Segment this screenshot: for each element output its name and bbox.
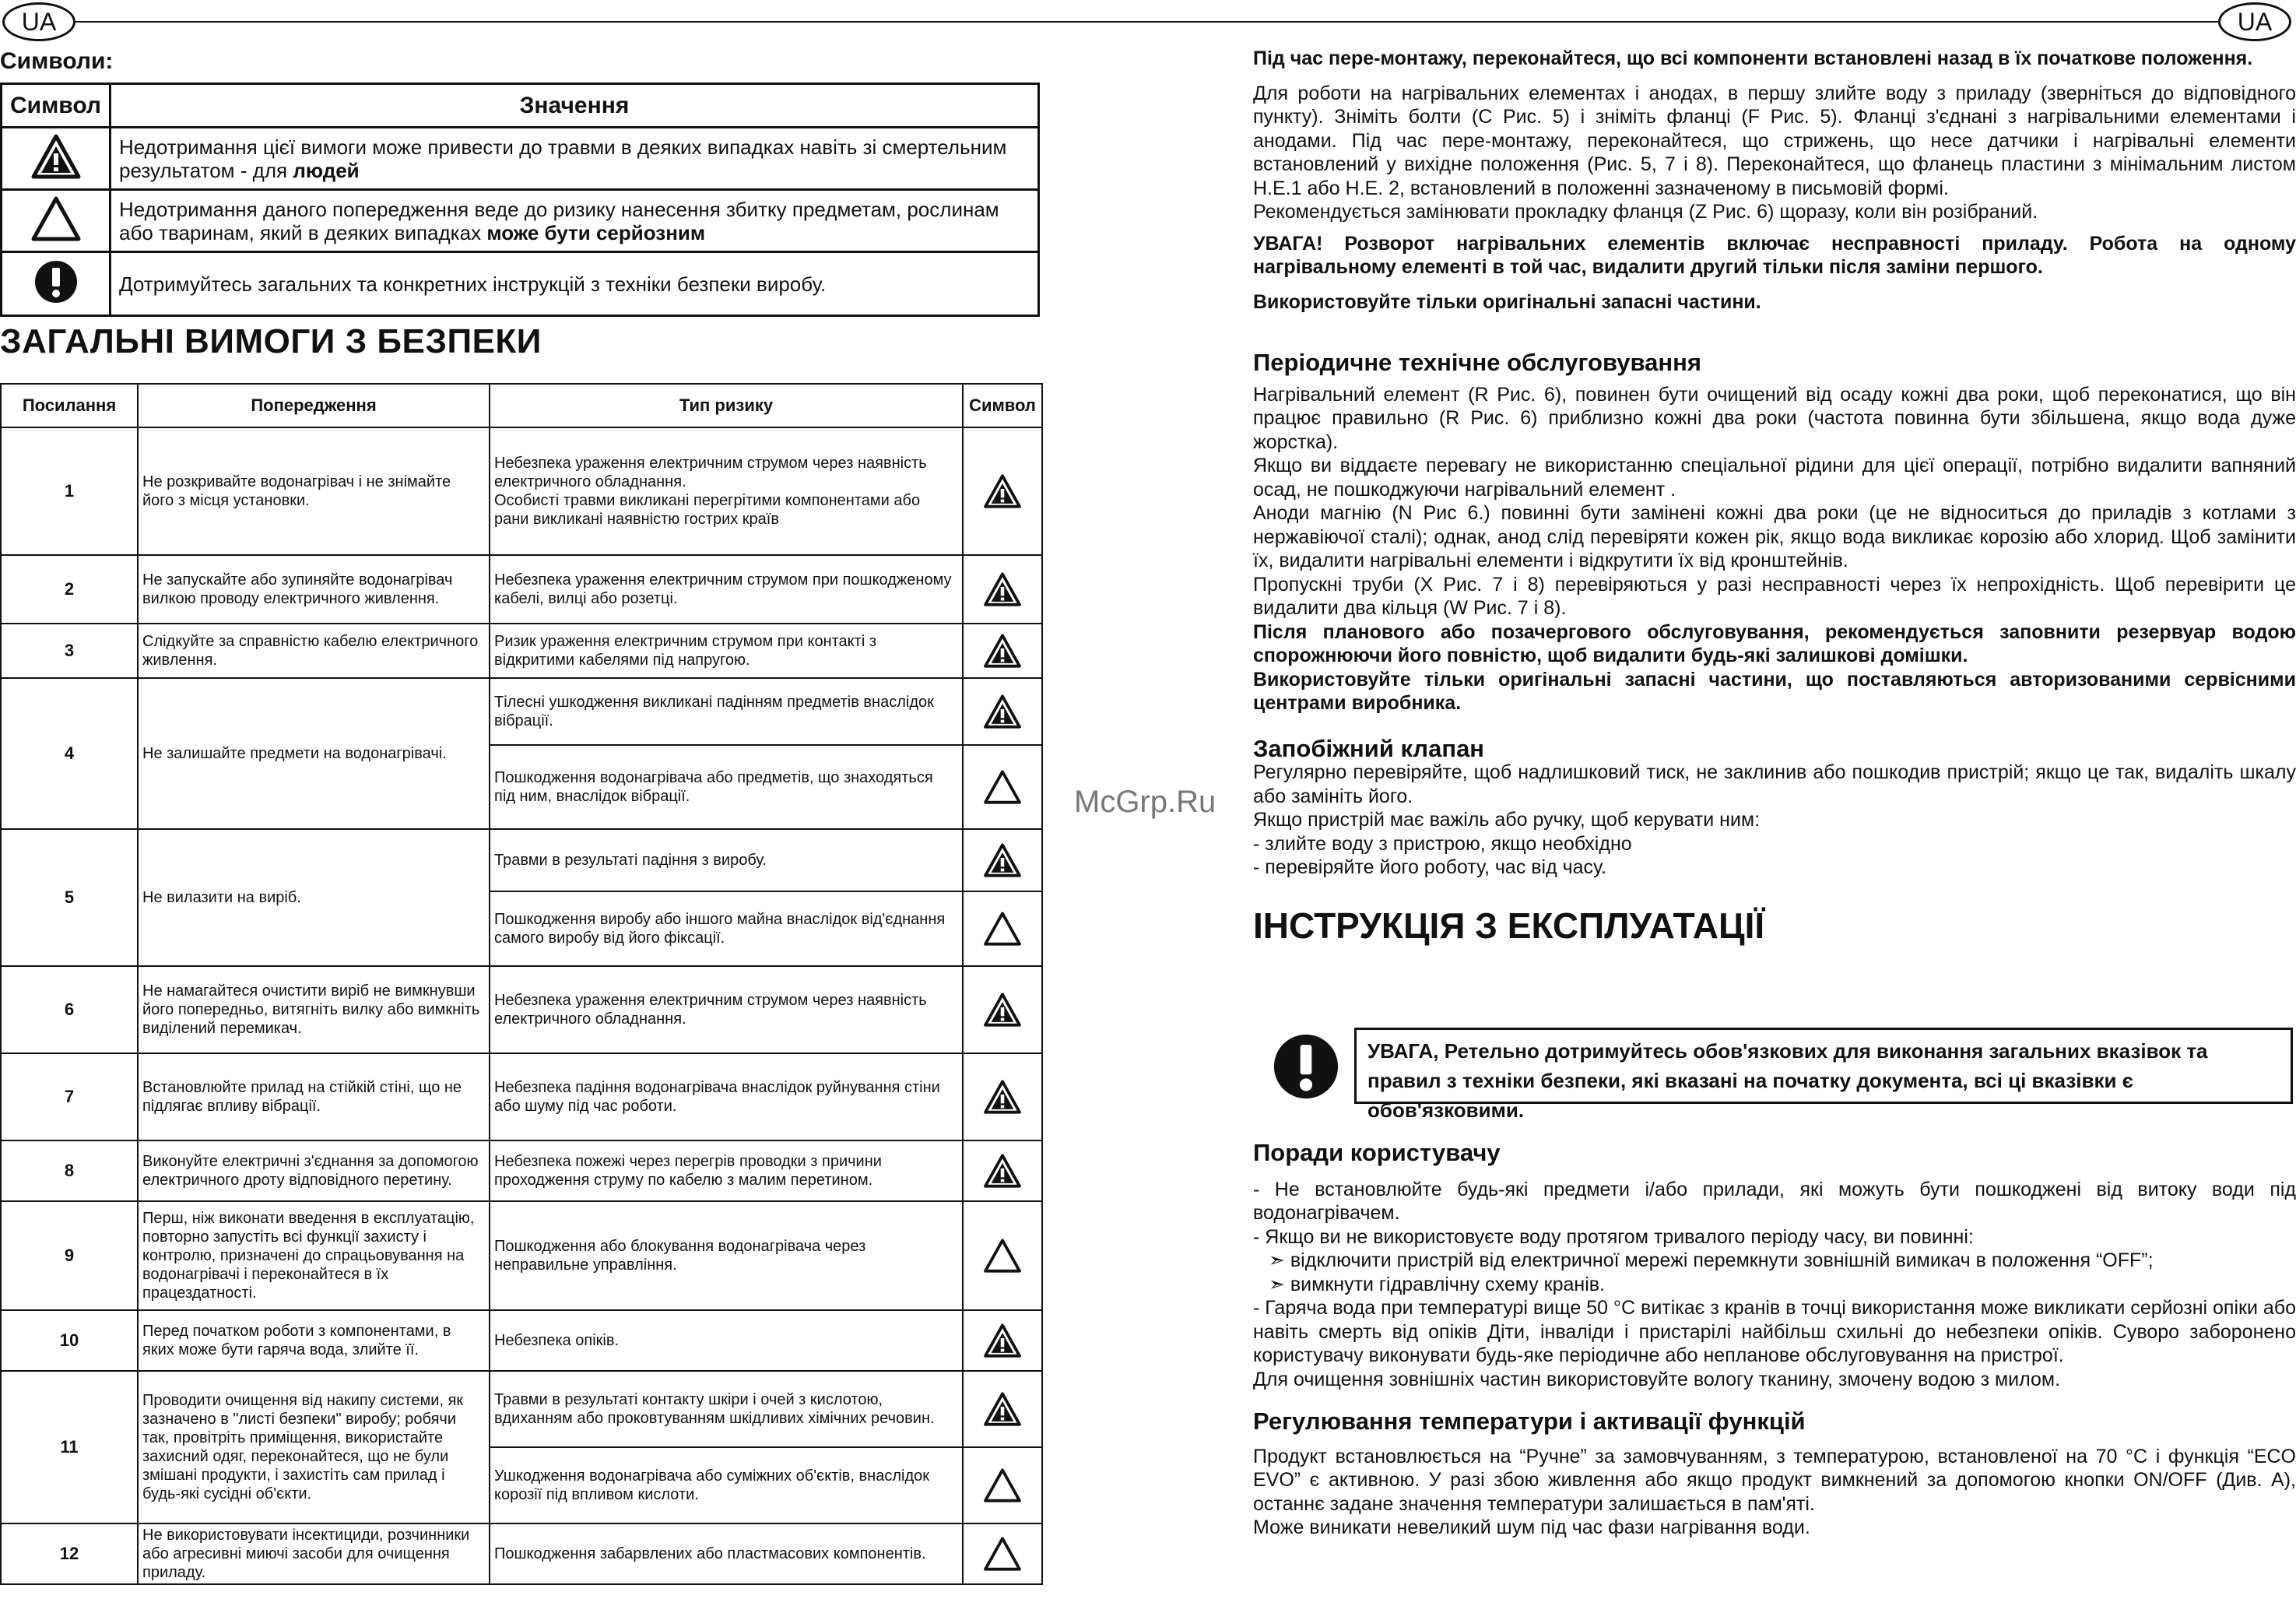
temperature-paragraph: Може виникати невеликий шум під час фази нагрівання води.: [1253, 1516, 1810, 1538]
triangle-exclamation-icon: [963, 829, 1042, 891]
safety-ref-number: 5: [1, 829, 138, 966]
safety-risk: Пошкодження або блокування водонагрівача через неправильне управління.: [490, 1201, 963, 1310]
safety-ref-number: 7: [1, 1053, 138, 1140]
safety-risk: Небезпека падіння водонагрівача внаслідок руйнування стіни або шуму під час роботи.: [490, 1053, 963, 1140]
triangle-exclamation-icon: [963, 966, 1042, 1053]
tips-paragraph: - Якщо ви не використовуєте воду протягом тривалого періоду часу, ви повинні:: [1253, 1225, 1974, 1248]
gasket-paragraph: Рекомендується замінювати прокладку фланця (Z Рис. 6) щоразу, коли він розібраний.: [1253, 201, 2038, 223]
warning-box: [1253, 1028, 2296, 1122]
safety-warning: Слідкуйте за справністю кабелю електричного живлення.: [138, 624, 490, 678]
safety-risk: Ризик ураження електричним струмом при контакті з відкритими кабелями під напругою.: [490, 624, 963, 678]
symbols-row: [2, 190, 1039, 252]
tips-list-item: ➣ вимкнути гідравлічну схему кранів.: [1269, 1273, 1605, 1295]
safety-warning: Не залишайте предмети на водонагрівачі.: [138, 678, 490, 829]
safety-row: [1, 678, 1042, 745]
safety-ref-number: 8: [1, 1140, 138, 1201]
safety-ref-number: 10: [1, 1310, 138, 1371]
triangle-outline-icon: [963, 1201, 1042, 1310]
safety-valve-heading: Запобіжний клапан: [1253, 734, 1485, 762]
valve-paragraph: Якщо пристрій має важіль або ручку, щоб керувати ним:: [1253, 809, 1761, 831]
safety-row: [1, 624, 1042, 678]
safety-ref-number: 2: [1, 555, 138, 624]
watermark: McGrp.Ru: [1074, 785, 1216, 819]
safety-ref-number: 9: [1, 1201, 138, 1310]
temperature-heading: Регулювання температури і активації функцій: [1253, 1407, 1806, 1435]
symbols-heading: Символи:: [0, 48, 114, 74]
safety-table: [0, 383, 1043, 1585]
right-column-lower: [1253, 1141, 2296, 1540]
triangle-exclamation-icon: [2, 128, 111, 190]
instructions-heading: ІНСТРУКЦІЯ З ЕКСПЛУАТАЦІЇ: [1253, 905, 1765, 946]
periodic-paragraph: Пропускні труби (X Рис. 7 і 8) перевіряються у разі несправності через їх непрохідність. Щоб перевірити це видалити два кільця (W Рис. 7 і 8).: [1253, 573, 2296, 619]
triangle-exclamation-icon: [963, 1371, 1042, 1447]
warning-box-text: УВАГА, Ретельно дотримуйтесь обов'язкових для виконання загальних вказівок та правил з техніки безпеки, які вказані на початку документа, всі ці вказівки є обов'язковими.: [1354, 1028, 2293, 1104]
left-column: [0, 45, 1043, 78]
safety-risk: Небезпека ураження електричним струмом через наявність електричного обладнання.: [490, 966, 963, 1053]
periodic-paragraph: Аноди магнію (N Рис 6.) повинні бути замінені кожні два роки (це не відноситься до приладів з котлами з нержавіючої сталі); однак, анод слід перевіряти кожен рік, якщо вода викликає корозію або хлорид. Щоб замінити їх, видалити нагрівальні елементи і відкрутити їх від кронштейнів.: [1253, 502, 2296, 571]
valve-paragraph: Регулярно перевіряйте, щоб надлишковий тиск, не заклинив або пошкодив пристрій; якщо це так, видаліть шкалу або замініть його.: [1253, 761, 2296, 807]
triangle-exclamation-icon: [963, 1053, 1042, 1140]
safety-ref-number: 11: [1, 1371, 138, 1523]
temperature-paragraph: Продукт встановлюється на “Ручне” за замовчуванням, з температурою, встановленої на 70 °C і функція “ECO EVO” є активною. У разі збою живлення або якщо продукт вимкнений за допомогою кнопки ON/OFF (Див. A), останнє задане значення температури залишається в пам'яті.: [1253, 1445, 2296, 1515]
safety-ref-number: 12: [1, 1523, 138, 1584]
safety-title: ЗАГАЛЬНІ ВИМОГИ З БЕЗПЕКИ: [0, 322, 542, 360]
symbols-row: [2, 128, 1039, 190]
triangle-exclamation-icon: [963, 624, 1042, 678]
safety-risk: Травми в результаті падіння з виробу.: [490, 829, 963, 891]
header-rule: [75, 21, 2218, 23]
symbols-meaning-text: Недотримання цієї вимоги може привести до травми в деяких випадках навіть зі смертельним результатом - для: [119, 135, 1007, 182]
safety-col-risk: Тип ризику: [490, 384, 963, 427]
right-column: [1253, 47, 2296, 946]
symbols-meaning-text: Недотримання даного попередження веде до ризику нанесення збитку предметам, рослинам або тваринам, який в деяких випадках: [119, 197, 999, 244]
safety-row: [1, 1201, 1042, 1310]
triangle-exclamation-icon: [963, 1140, 1042, 1201]
safety-risk: Небезпека опіків.: [490, 1310, 963, 1371]
tips-paragraph: - Гаряча вода при температурі вище 50 °C витікає з кранів в точці використання може викликати серйозні опіки або навіть смерть від опіків Діти, інваліди і пристарілі найбільш схильні до небезпеки опіків. Суворо заборонено користувачу виконувати будь-яке періодичне або непланове обслуговування на пристрої.: [1253, 1297, 2296, 1366]
periodic-maintenance-heading: Періодичне технічне обслуговування: [1253, 349, 1701, 376]
safety-warning: Встановлюйте прилад на стійкій стіні, що не підлягає впливу вібрації.: [138, 1053, 490, 1140]
safety-row: [1, 427, 1042, 555]
safety-risk: Травми в результаті контакту шкіри і очей з кислотою, вдиханням або проковтуванням шкідливих хімічних речовин.: [490, 1371, 963, 1447]
safety-risk: Пошкодження виробу або іншого майна внаслідок від'єднання самого виробу від його фіксації.: [490, 891, 963, 966]
safety-row: [1, 555, 1042, 624]
periodic-paragraph: Нагрівальний елемент (R Рис. 6), повинен бути очищений від осаду кожні два роки, щоб переконатися, що він працює правильно (R Рис. 6) приблизно кожні два роки (частота повинна бути збільшена, якщо вода дуже жорстка).: [1253, 383, 2296, 453]
symbols-col-meaning: Значення: [111, 84, 1039, 128]
safety-ref-number: 6: [1, 966, 138, 1053]
spare-parts-note: Використовуйте тільки оригінальні запасні частини.: [1253, 290, 1761, 313]
tips-list-item: ➣ відключити пристрій від електричної мережі перемкнути зовнішній вимикач в положення “OFF”;: [1269, 1249, 2154, 1271]
safety-row: [1, 1140, 1042, 1201]
symbols-meaning-bold: людей: [293, 158, 360, 182]
safety-row: [1, 1053, 1042, 1140]
triangle-outline-icon: [963, 891, 1042, 966]
symbols-meaning-bold: може бути серйозним: [486, 220, 706, 244]
triangle-outline-icon: [963, 1447, 1042, 1523]
safety-ref-number: 1: [1, 427, 138, 555]
triangle-exclamation-icon: [963, 555, 1042, 624]
safety-ref-number: 3: [1, 624, 138, 678]
safety-risk: Тілесні ушкодження викликані падінням предметів внаслідок вібрації.: [490, 678, 963, 745]
triangle-outline-icon: [963, 745, 1042, 829]
circle-exclamation-icon: [1272, 1032, 1340, 1105]
tips-paragraph: - Не встановлюйте будь-які предмети і/або прилади, які можуть бути пошкоджені від витоку води під водонагрівачем.: [1253, 1178, 2296, 1224]
periodic-paragraph: Використовуйте тільки оригінальні запасні частини, що поставляються авторизованими сервісними центрами виробника.: [1253, 668, 2296, 714]
symbols-row: [2, 252, 1039, 316]
valve-paragraph: - перевіряйте його роботу, час від часу.: [1253, 856, 1607, 878]
safety-col-warning: Попередження: [138, 384, 490, 427]
triangle-exclamation-icon: [963, 1310, 1042, 1371]
safety-ref-number: 4: [1, 678, 138, 829]
safety-risk: Пошкодження водонагрівача або предметів, що знаходяться під ним, внаслідок вібрації.: [490, 745, 963, 829]
language-badge-left: UA: [2, 2, 75, 41]
safety-warning: Не вилазити на виріб.: [138, 829, 490, 966]
language-badge-right: UA: [2218, 2, 2291, 41]
symbols-col-symbol: Символ: [2, 84, 111, 128]
safety-risk: Небезпека пожежі через перегрів проводки з причини проходження струму по кабелю з малим перетином.: [490, 1140, 963, 1201]
triangle-outline-icon: [963, 1523, 1042, 1584]
safety-warning: Перш, ніж виконати введення в експлуатацію, повторно запустіть всі функції захисту і контролю, призначені до спрацьовування на водонагрівачі і переконайтеся в їх працездатності.: [138, 1201, 490, 1310]
safety-warning: Не використовувати інсектициди, розчинники або агресивні миючі засоби для очищення приладу.: [138, 1523, 490, 1584]
safety-risk: Ушкодження водонагрівача або суміжних об'єктів, внаслідок корозії під впливом кислоти.: [490, 1447, 963, 1523]
safety-warning: Не запускайте або зупиняйте водонагрівач вилкою проводу електричного живлення.: [138, 555, 490, 624]
safety-row: [1, 829, 1042, 891]
symbols-meaning: Дотримуйтесь загальних та конкретних інструкцій з техніки безпеки виробу.: [111, 252, 1039, 316]
safety-col-ref: Посилання: [1, 384, 138, 427]
tips-paragraph: Для очищення зовнішніх частин використовуйте вологу тканину, змочену водою з милом.: [1253, 1368, 2061, 1390]
safety-warning: Виконуйте електричні з'єднання за допомогою електричного дроту відповідного перетину.: [138, 1140, 490, 1201]
symbols-table: [0, 83, 1040, 317]
safety-warning: Проводити очищення від накипу системи, як зазначено в "листі безпеки" виробу; робячи так, провітріть приміщення, використайте захисний одяг, переконайтеся, що не були змішані продукти, і захистіть сам прилад і будь-які сусідні об'єкти.: [138, 1371, 490, 1523]
heating-elements-paragraph: Для роботи на нагрівальних елементах і анодах, в першу злийте воду з приладу (зверніться до відповідного пункту). Зніміть болти (C Рис. 5) і зніміть фланці (F Рис. 5). Фланці з'єднані з нагрівальними елементами і анодами. Під час пере-монтажу, переконайтеся, що стрижень, що несе датчики і нагрівальні елементи встановлений у вихідне положення (Рис. 5, 7 і 8). Переконайтеся, що фланець пластини з мінімальним листом H.E.1 або H.E. 2, встановлений в положенні зазначеному в письмовій формі.: [1253, 82, 2296, 199]
safety-risk: Небезпека ураження електричним струмом через наявність електричного обладнання. Особисті травми викликані перегрітими компонентами або рани викликані наявністю гострих країв: [490, 427, 963, 555]
safety-row: [1, 1310, 1042, 1371]
safety-row: [1, 966, 1042, 1053]
reassembly-note: Під час пере-монтажу, переконайтеся, що всі компоненти встановлені назад в їх початкове положення.: [1253, 47, 2253, 69]
safety-warning: Не розкривайте водонагрівач і не знімайте його з місця установки.: [138, 427, 490, 555]
valve-paragraph: - злийте воду з пристрою, якщо необхідно: [1253, 832, 1632, 855]
safety-col-symbol: Символ: [963, 384, 1042, 427]
symbols-meaning: [111, 128, 1039, 190]
safety-warning: Не намагайтеся очистити виріб не вимкнувши його попередньо, витягніть вилку або вимкніть виділений перемикач.: [138, 966, 490, 1053]
periodic-paragraph: Якщо ви віддаєте перевагу не використанню спеціальної рідини для цієї операції, потрібно видалити вапняний осад, не пошкоджуючи нагрівальний елемент .: [1253, 455, 2296, 501]
triangle-exclamation-icon: [963, 678, 1042, 745]
safety-risk: Небезпека ураження електричним струмом при пошкодженому кабелі, вилці або розетці.: [490, 555, 963, 624]
symbols-meaning: [111, 190, 1039, 252]
safety-warning: Перед початком роботи з компонентами, в яких може бути гаряча вода, злийте її.: [138, 1310, 490, 1371]
safety-risk: Пошкодження забарвлених або пластмасових компонентів.: [490, 1523, 963, 1584]
circle-exclamation-icon: [2, 252, 111, 316]
triangle-exclamation-icon: [963, 427, 1042, 555]
periodic-paragraph: Після планового або позачергового обслуговування, рекомендується заповнити резервуар водою спорожнюючи його повністю, щоб видалити будь-які залишкові домішки.: [1253, 620, 2296, 666]
attention-paragraph: УВАГА! Розворот нагрівальних елементів включає несправності приладу. Робота на одному нагрівальному елементі в той час, видалити другий тільки після заміни першого.: [1253, 232, 2296, 278]
triangle-outline-icon: [2, 190, 111, 252]
safety-row: [1, 1371, 1042, 1447]
user-tips-heading: Поради користувачу: [1253, 1139, 1501, 1166]
safety-row: [1, 1523, 1042, 1584]
